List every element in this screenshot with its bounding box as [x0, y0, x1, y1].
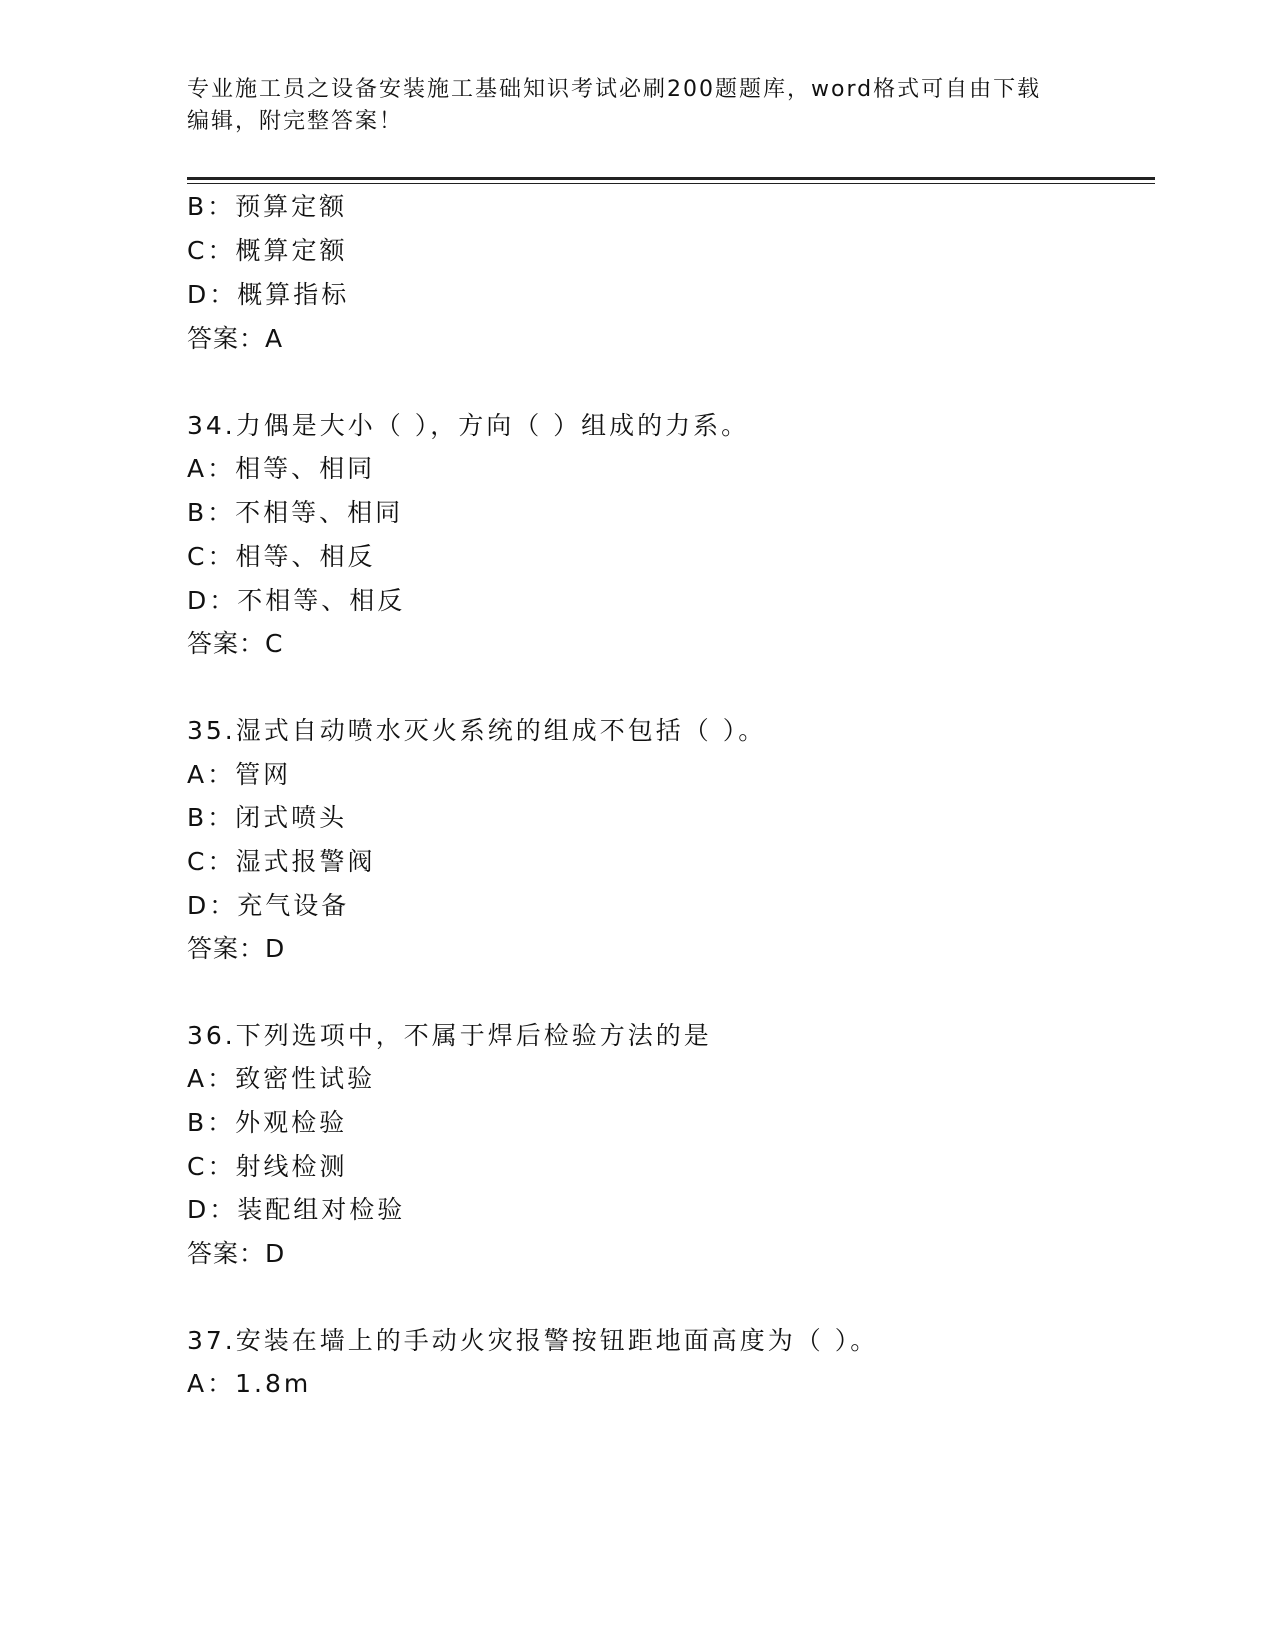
header-line-1: 专业施工员之设备安装施工基础知识考试必刷200题题库，word格式可自由下载: [187, 77, 1042, 102]
option-q34-d: D：不相等、相反: [187, 586, 406, 615]
option-q36-b: B：外观检验: [187, 1108, 348, 1137]
question-35: 35.湿式自动喷水灭火系统的组成不包括（ ）。: [187, 716, 767, 745]
option-q36-d: D：装配组对检验: [187, 1195, 406, 1224]
header-divider-thick: [187, 177, 1155, 180]
option-q34-a: A：相等、相同: [187, 454, 376, 483]
question-36: 36.下列选项中，不属于焊后检验方法的是: [187, 1021, 712, 1050]
answer-q34: 答案：C: [187, 629, 284, 658]
header-divider-thin: [187, 183, 1155, 184]
option-q33-d: D：概算指标: [187, 280, 350, 309]
document-header: [187, 74, 1067, 138]
option-q36-c: C：射线检测: [187, 1152, 348, 1181]
option-q33-b: B：预算定额: [187, 192, 348, 221]
option-q35-d: D：充气设备: [187, 891, 350, 920]
option-q34-c: C：相等、相反: [187, 542, 376, 571]
option-q37-a: A：1.8m: [187, 1369, 312, 1398]
answer-q36: 答案：D: [187, 1239, 286, 1268]
option-q35-b: B：闭式喷头: [187, 803, 348, 832]
header-line-2: 编辑，附完整答案！: [187, 109, 404, 134]
answer-q33: 答案：A: [187, 324, 284, 353]
option-q35-c: C：湿式报警阀: [187, 847, 376, 876]
question-34: 34.力偶是大小（ ），方向（ ）组成的力系。: [187, 411, 750, 440]
option-q33-c: C：概算定额: [187, 236, 348, 265]
option-q34-b: B：不相等、相同: [187, 498, 404, 527]
option-q35-a: A：管网: [187, 760, 292, 789]
answer-q35: 答案：D: [187, 934, 286, 963]
question-37: 37.安装在墙上的手动火灾报警按钮距地面高度为（ ）。: [187, 1326, 879, 1355]
option-q36-a: A：致密性试验: [187, 1064, 376, 1093]
